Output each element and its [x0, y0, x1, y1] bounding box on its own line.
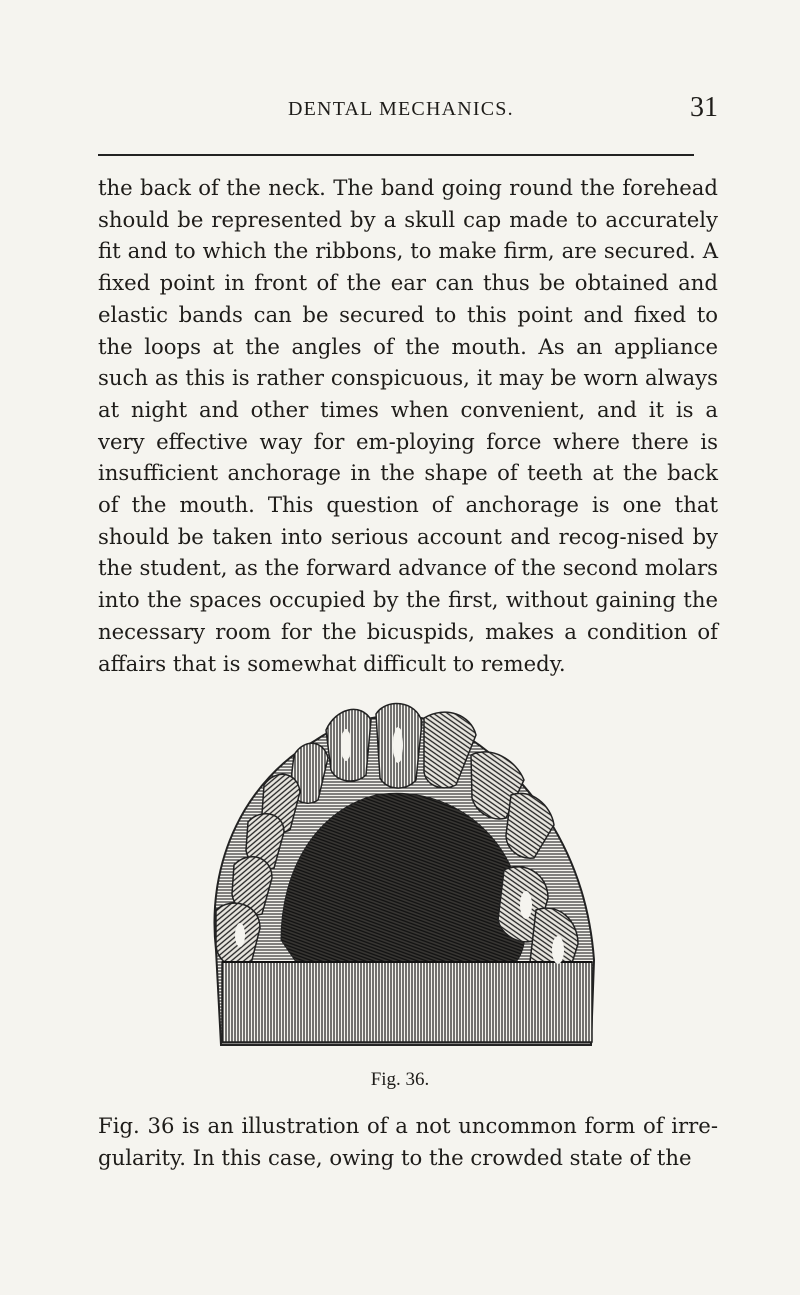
figure-36-illustration: [186, 700, 606, 1060]
running-title: DENTAL MECHANICS.: [288, 98, 514, 120]
figure-caption: Fig. 36.: [370, 1069, 430, 1090]
dental-cast-engraving: [186, 700, 606, 1060]
page-number: 31: [690, 92, 718, 123]
header-rule: [98, 154, 694, 156]
paragraph-2: Fig. 36 is an illustration of a not uncommon form of irre-gularity. In this case, owing to the crowded state of the: [98, 1113, 718, 1170]
running-head: [98, 94, 718, 134]
paragraph-1: the back of the neck. The band going round the forehead should be represented by a skull cap made to accurately fit and to which the ribbons, to make firm, are secured. A fixed point in front of the ear can thus be obtained and elastic bands can be secured to this point and fixed to the loops at the angles of the mouth. As an appliance such as this is rather conspicuous, it may be worn always at night and other times when convenient, and it is a very effective way for em-ploying force where there is insufficient anchorage in the shape of teeth at the back of the mouth. This question of anchorage is one that should be taken into serious account and recog-nised by the student, as the forward advance of the second molars into the spaces occupied by the first, without gaining the necessary room for the bicuspids, makes a condition of affairs that is somewhat difficult to remedy.: [98, 175, 718, 676]
